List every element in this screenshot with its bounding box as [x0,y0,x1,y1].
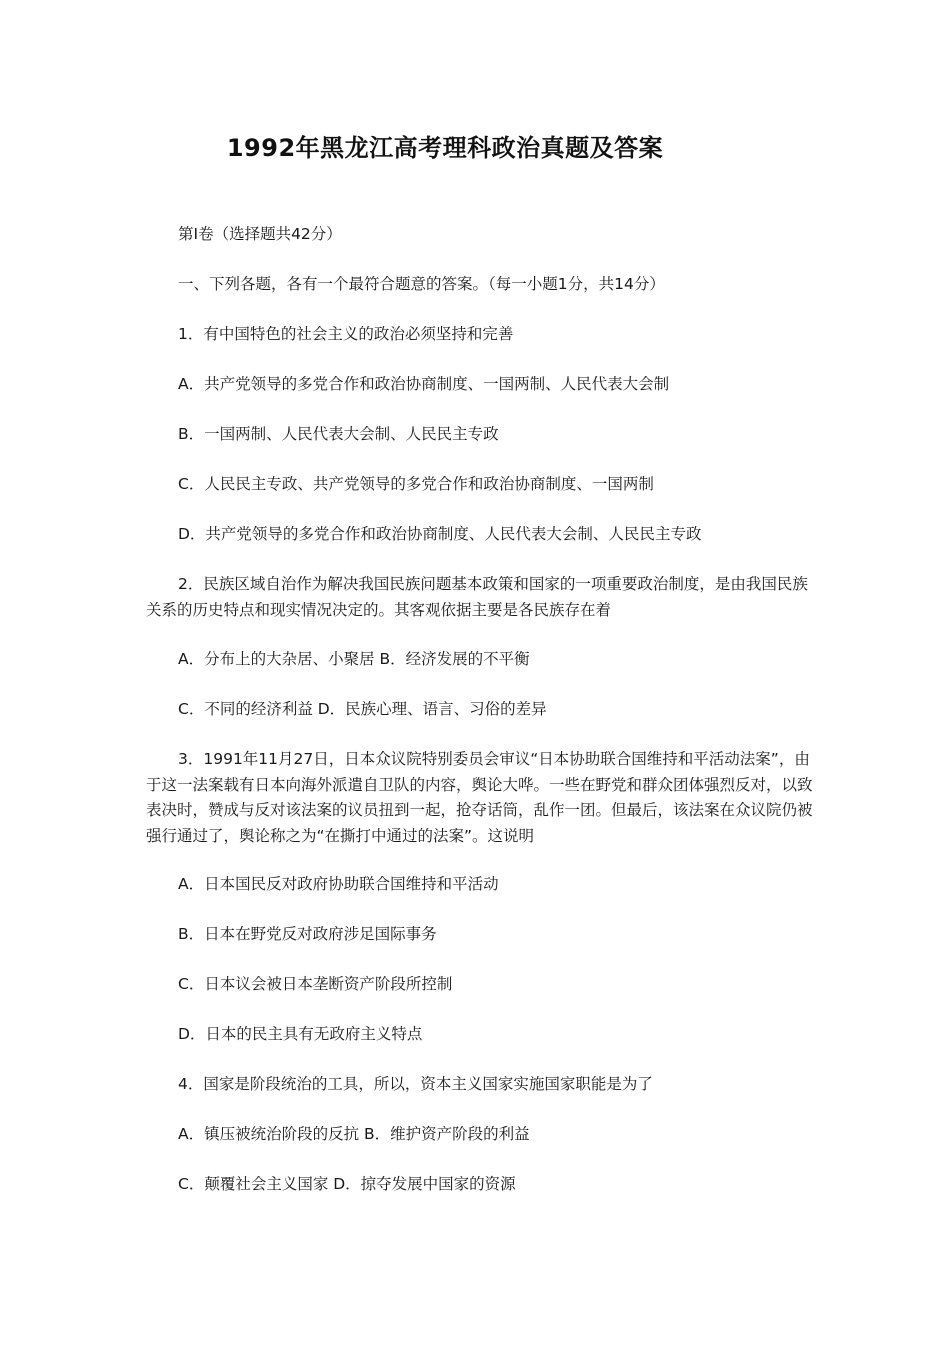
question-2-stem: 2．民族区域自治作为解决我国民族问题基本政策和国家的一项重要政治制度，是由我国民族关系的历史特点和现实情况决定的。其客观依据主要是各民族存在着 [146,575,808,619]
question-3-stem: 3．1991年11月27日，日本众议院特别委员会审议“日本协助联合国维持和平活动法案”，由于这一法案载有日本向海外派遣自卫队的内容，舆论大哗。一些在野党和群众团体强烈反对，以致表决时，赞成与反对该法案的议员扭到一起，抢夺话筒，乱作一团。但最后，该法案在众议院仍被强行通过了，舆论称之为“在撕打中通过的法案”。这说明 [146,750,813,845]
question-1-option-c: C．人民民主专政、共产党领导的多党合作和政治协商制度、一国两制 [178,475,654,493]
question-1-option-d: D．共产党领导的多党合作和政治协商制度、人民代表大会制、人民民主专政 [178,525,702,543]
question-3-option-b: B．日本在野党反对政府涉足国际事务 [178,925,437,943]
question-3-option-a: A．日本国民反对政府协助联合国维持和平活动 [178,875,499,893]
section-header: 第Ⅰ卷（选择题共42分） [178,225,342,243]
question-4-stem: 4．国家是阶段统治的工具，所以，资本主义国家实施国家职能是为了 [178,1075,653,1093]
question-1-option-a: A．共产党领导的多党合作和政治协商制度、一国两制、人民代表大会制 [178,375,670,393]
part-one-instruction: 一、下列各题，各有一个最符合题意的答案。（每一小题1分，共14分） [178,275,665,293]
question-1-option-b: B．一国两制、人民代表大会制、人民民主专政 [178,425,499,443]
question-3-option-d: D．日本的民主具有无政府主义特点 [178,1025,423,1043]
question-2-options-cd: C．不同的经济利益 D．民族心理、语言、习俗的差异 [178,700,547,718]
question-4-options-cd: C．颠覆社会主义国家 D．掠夺发展中国家的资源 [178,1175,516,1193]
document-title: 1992年黑龙江高考理科政治真题及答案 [226,134,664,162]
question-3-option-c: C．日本议会被日本垄断资产阶段所控制 [178,975,453,993]
question-2-options-ab: A．分布上的大杂居、小聚居 B．经济发展的不平衡 [178,650,530,668]
question-4-options-ab: A．镇压被统治阶段的反抗 B．维护资产阶段的利益 [178,1125,530,1143]
question-1-stem: 1．有中国特色的社会主义的政治必须坚持和完善 [178,325,514,343]
